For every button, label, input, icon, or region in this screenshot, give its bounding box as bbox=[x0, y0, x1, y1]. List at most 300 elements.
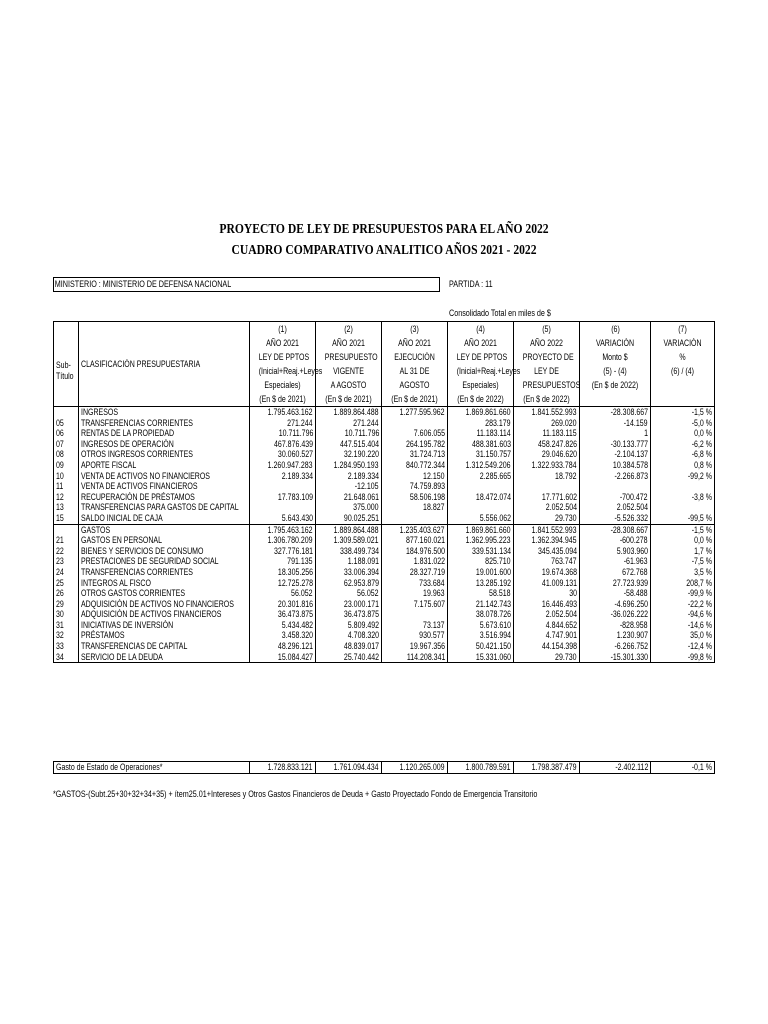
cell-variacion-pct: 208,7 % bbox=[651, 578, 715, 589]
row-label: GASTOS bbox=[79, 524, 250, 535]
cell-variacion-pct: -99,5 % bbox=[651, 513, 715, 524]
cell-ley-2021 bbox=[250, 502, 316, 513]
cell-ley-2021: 18.305.256 bbox=[250, 567, 316, 578]
cell-proyecto-2022: 269.020 bbox=[514, 418, 580, 429]
cell-ley-2021-en-2022: 488.381.603 bbox=[448, 439, 514, 450]
cell-variacion-pct: -1,5 % bbox=[651, 407, 715, 418]
cell-ley-2021-en-2022: 15.331.060 bbox=[448, 652, 514, 663]
cell-proyecto-2022: 44.154.398 bbox=[514, 641, 580, 652]
column-number: (2) bbox=[344, 324, 353, 334]
cell-proyecto-2022: 2.052.504 bbox=[514, 502, 580, 513]
row-code: 30 bbox=[54, 609, 79, 620]
row-code: 12 bbox=[54, 492, 79, 503]
cell-variacion-monto: -600.278 bbox=[580, 535, 651, 546]
row-code: 32 bbox=[54, 630, 79, 641]
cell-ley-2021-en-2022: 5.556.062 bbox=[448, 513, 514, 524]
table-row bbox=[54, 471, 715, 482]
cell-variacion-pct: -3,8 % bbox=[651, 492, 715, 503]
cell-ley-2021-en-2022: 1.869.861.660 bbox=[448, 524, 514, 535]
column-header-line: PRESUPUESTO bbox=[324, 352, 378, 362]
cell-variacion-pct: 0,8 % bbox=[651, 460, 715, 471]
table-row bbox=[54, 609, 715, 620]
row-label: INGRESOS DE OPERACIÓN bbox=[79, 439, 250, 450]
cell-ejecucion-2021 bbox=[382, 418, 448, 429]
cell-ley-2021 bbox=[250, 481, 316, 492]
cell-ley-2021-en-2022: 5.673.610 bbox=[448, 620, 514, 631]
cell-ejecucion-2021 bbox=[382, 609, 448, 620]
column-header-2 bbox=[316, 322, 382, 407]
row-code: 31 bbox=[54, 620, 79, 631]
cell-ejecucion-2021: 28.327.719 bbox=[382, 567, 448, 578]
table-row bbox=[54, 513, 715, 524]
row-code: 08 bbox=[54, 449, 79, 460]
row-label: TRANSFERENCIAS CORRIENTES bbox=[79, 418, 250, 429]
row-label: TRANSFERENCIAS PARA GASTOS DE CAPITAL bbox=[79, 502, 250, 513]
row-label: SERVICIO DE LA DEUDA bbox=[79, 652, 250, 663]
cell-variacion-monto: 5.903.960 bbox=[580, 546, 651, 557]
table-row bbox=[54, 492, 715, 503]
cell-ley-2021: 20.301.816 bbox=[250, 599, 316, 610]
row-label: RECUPERACIÓN DE PRÉSTAMOS bbox=[79, 492, 250, 503]
cell-proyecto-2022: 30 bbox=[514, 588, 580, 599]
row-label: OTROS INGRESOS CORRIENTES bbox=[79, 449, 250, 460]
column-header-6 bbox=[580, 322, 651, 407]
cell-variacion-pct: -99,2 % bbox=[651, 471, 715, 482]
cell-variacion-pct: -6,8 % bbox=[651, 449, 715, 460]
cell-vigente-2021: 32.190.220 bbox=[316, 449, 382, 460]
cell-vigente-2021: 10.711.796 bbox=[316, 428, 382, 439]
row-label: INTEGROS AL FISCO bbox=[79, 578, 250, 589]
column-number: (1) bbox=[278, 324, 287, 334]
cell-variacion-monto: -6.266.752 bbox=[580, 641, 651, 652]
gasto-estado-c1: 1.728.833.121 bbox=[250, 762, 316, 774]
cell-ejecucion-2021: 1.277.595.962 bbox=[382, 407, 448, 418]
consolidado-note: Consolidado Total en miles de $ bbox=[449, 308, 551, 318]
cell-variacion-monto: -58.488 bbox=[580, 588, 651, 599]
row-label: VENTA DE ACTIVOS FINANCIEROS bbox=[79, 481, 250, 492]
table-row bbox=[54, 588, 715, 599]
cell-variacion-pct: 35,0 % bbox=[651, 630, 715, 641]
cell-ejecucion-2021: 58.506.198 bbox=[382, 492, 448, 503]
cell-ley-2021-en-2022: 1.312.549.206 bbox=[448, 460, 514, 471]
cell-variacion-monto: 672.768 bbox=[580, 567, 651, 578]
clasificacion-header bbox=[79, 322, 250, 407]
row-label: OTROS GASTOS CORRIENTES bbox=[79, 588, 250, 599]
column-header-line: (5) - (4) bbox=[603, 366, 627, 376]
row-code bbox=[54, 524, 79, 535]
cell-ejecucion-2021: 733.684 bbox=[382, 578, 448, 589]
table-row bbox=[54, 481, 715, 492]
subtitulo-header bbox=[54, 322, 79, 407]
cell-vigente-2021: 62.953.879 bbox=[316, 578, 382, 589]
cell-ley-2021: 1.795.463.162 bbox=[250, 407, 316, 418]
ingresos-section bbox=[54, 407, 715, 525]
subtitulo-line2: Título bbox=[56, 371, 74, 381]
column-header-line: (6) / (4) bbox=[670, 366, 695, 376]
table-row bbox=[54, 460, 715, 471]
table-row bbox=[54, 556, 715, 567]
cell-variacion-monto: -828.958 bbox=[580, 620, 651, 631]
cell-vigente-2021: 33.006.394 bbox=[316, 567, 382, 578]
column-header-3 bbox=[382, 322, 448, 407]
cell-ley-2021: 327.776.181 bbox=[250, 546, 316, 557]
column-header-line: AÑO 2021 bbox=[464, 338, 497, 348]
row-label: SALDO INICIAL DE CAJA bbox=[79, 513, 250, 524]
cell-proyecto-2022: 458.247.826 bbox=[514, 439, 580, 450]
cell-variacion-pct bbox=[651, 502, 715, 513]
cell-proyecto-2022: 18.792 bbox=[514, 471, 580, 482]
cell-ejecucion-2021: 877.160.021 bbox=[382, 535, 448, 546]
row-label: BIENES Y SERVICIOS DE CONSUMO bbox=[79, 546, 250, 557]
row-code: 22 bbox=[54, 546, 79, 557]
row-code: 06 bbox=[54, 428, 79, 439]
cell-vigente-2021: 1.889.864.488 bbox=[316, 407, 382, 418]
column-header-line: LEY DE PPTOS bbox=[456, 352, 508, 362]
cell-variacion-monto: -36.026.222 bbox=[580, 609, 651, 620]
cell-ley-2021-en-2022: 11.183.114 bbox=[448, 428, 514, 439]
cell-variacion-pct: -6,2 % bbox=[651, 439, 715, 450]
cell-vigente-2021: 48.839.017 bbox=[316, 641, 382, 652]
cell-ley-2021: 5.434.482 bbox=[250, 620, 316, 631]
column-header-line: Monto $ bbox=[602, 352, 628, 362]
gasto-estado-c7: -0,1 % bbox=[651, 762, 715, 774]
table-row bbox=[54, 578, 715, 589]
row-label: INGRESOS bbox=[79, 407, 250, 418]
cell-vigente-2021: 23.000.171 bbox=[316, 599, 382, 610]
cell-variacion-pct: -12,4 % bbox=[651, 641, 715, 652]
cell-vigente-2021: 1.284.950.193 bbox=[316, 460, 382, 471]
cell-variacion-pct: -7,5 % bbox=[651, 556, 715, 567]
cell-ejecucion-2021: 74.759.893 bbox=[382, 481, 448, 492]
cell-ley-2021: 15.084.427 bbox=[250, 652, 316, 663]
cell-vigente-2021: 25.740.442 bbox=[316, 652, 382, 663]
cell-variacion-pct: -99,8 % bbox=[651, 652, 715, 663]
cell-ejecucion-2021: 73.137 bbox=[382, 620, 448, 631]
column-number: (6) bbox=[610, 324, 620, 334]
cell-variacion-pct: -22,2 % bbox=[651, 599, 715, 610]
cell-proyecto-2022: 11.183.115 bbox=[514, 428, 580, 439]
row-label: VENTA DE ACTIVOS NO FINANCIEROS bbox=[79, 471, 250, 482]
column-number: (7) bbox=[678, 324, 687, 334]
row-code: 29 bbox=[54, 599, 79, 610]
cell-ley-2021-en-2022: 283.179 bbox=[448, 418, 514, 429]
cell-ley-2021: 271.244 bbox=[250, 418, 316, 429]
cell-variacion-monto: -30.133.777 bbox=[580, 439, 651, 450]
row-label: APORTE FISCAL bbox=[79, 460, 250, 471]
column-header-line: AÑO 2021 bbox=[332, 338, 365, 348]
cell-ejecucion-2021: 18.827 bbox=[382, 502, 448, 513]
row-code: 11 bbox=[54, 481, 79, 492]
cell-ejecucion-2021: 1.235.403.627 bbox=[382, 524, 448, 535]
cell-proyecto-2022: 29.046.620 bbox=[514, 449, 580, 460]
cell-vigente-2021: 1.188.091 bbox=[316, 556, 382, 567]
column-header-line: (En $ de 2021) bbox=[325, 394, 372, 404]
table-row bbox=[54, 567, 715, 578]
cell-variacion-monto: -28.308.667 bbox=[580, 407, 651, 418]
column-header-line: % bbox=[679, 352, 686, 362]
cell-variacion-monto: 1.230.907 bbox=[580, 630, 651, 641]
cell-ejecucion-2021: 264.195.782 bbox=[382, 439, 448, 450]
cell-ejecucion-2021 bbox=[382, 513, 448, 524]
row-label: ADQUISICIÓN DE ACTIVOS FINANCIEROS bbox=[79, 609, 250, 620]
row-label: TRANSFERENCIAS DE CAPITAL bbox=[79, 641, 250, 652]
cell-proyecto-2022: 17.771.602 bbox=[514, 492, 580, 503]
cell-ley-2021: 48.296.121 bbox=[250, 641, 316, 652]
cell-ley-2021: 3.458.320 bbox=[250, 630, 316, 641]
gastos-section bbox=[54, 524, 715, 663]
row-code: 26 bbox=[54, 588, 79, 599]
cell-ley-2021: 467.876.439 bbox=[250, 439, 316, 450]
column-header-line: PRESUPUESTOS bbox=[522, 380, 581, 390]
cell-ejecucion-2021: 31.724.713 bbox=[382, 449, 448, 460]
partida-label: PARTIDA : 11 bbox=[449, 279, 493, 289]
cell-proyecto-2022: 2.052.504 bbox=[514, 609, 580, 620]
column-header-line: LEY DE bbox=[534, 366, 559, 376]
cell-variacion-monto: 1 bbox=[580, 428, 651, 439]
cell-ejecucion-2021: 184.976.500 bbox=[382, 546, 448, 557]
row-code: 15 bbox=[54, 513, 79, 524]
column-number: (3) bbox=[410, 324, 419, 334]
table-row bbox=[54, 439, 715, 450]
cell-ley-2021: 17.783.109 bbox=[250, 492, 316, 503]
cell-ley-2021: 30.060.527 bbox=[250, 449, 316, 460]
cell-variacion-monto: -5.526.332 bbox=[580, 513, 651, 524]
cell-ejecucion-2021: 12.150 bbox=[382, 471, 448, 482]
row-code bbox=[54, 407, 79, 418]
cell-ley-2021-en-2022: 19.001.600 bbox=[448, 567, 514, 578]
subtitulo-line1: Sub- bbox=[56, 360, 71, 371]
document-subtitle: CUADRO COMPARATIVO ANALITICO AÑOS 2021 - 2022 bbox=[231, 242, 537, 257]
column-header-line: (En $ de 2022) bbox=[523, 394, 570, 404]
cell-vigente-2021: 2.189.334 bbox=[316, 471, 382, 482]
row-label: INICIATIVAS DE INVERSIÓN bbox=[79, 620, 250, 631]
cell-ley-2021: 1.260.947.283 bbox=[250, 460, 316, 471]
cell-proyecto-2022: 1.841.552.993 bbox=[514, 407, 580, 418]
cell-variacion-pct: 3,5 % bbox=[651, 567, 715, 578]
cell-variacion-pct: -5,0 % bbox=[651, 418, 715, 429]
cell-proyecto-2022: 29.730 bbox=[514, 513, 580, 524]
row-code: 09 bbox=[54, 460, 79, 471]
cell-ley-2021-en-2022: 1.362.995.223 bbox=[448, 535, 514, 546]
column-header-line: VARIACIÓN bbox=[595, 338, 635, 348]
row-code: 21 bbox=[54, 535, 79, 546]
ministerio-box bbox=[53, 277, 440, 292]
column-header-line: Especiales) bbox=[264, 380, 301, 390]
cell-proyecto-2022: 4.747.901 bbox=[514, 630, 580, 641]
gasto-estado-table bbox=[53, 761, 715, 774]
column-header-1 bbox=[250, 322, 323, 407]
clasificacion-label: CLASIFICACIÓN PRESUPUESTARIA bbox=[81, 358, 201, 369]
cell-variacion-monto: -700.472 bbox=[580, 492, 651, 503]
cell-ley-2021-en-2022: 38.078.726 bbox=[448, 609, 514, 620]
table-row bbox=[54, 620, 715, 631]
column-header-4 bbox=[448, 322, 521, 407]
row-code: 10 bbox=[54, 471, 79, 482]
cell-ley-2021: 791.135 bbox=[250, 556, 316, 567]
cell-ley-2021-en-2022 bbox=[448, 502, 514, 513]
cell-proyecto-2022: 763.747 bbox=[514, 556, 580, 567]
cell-vigente-2021: 1.889.864.488 bbox=[316, 524, 382, 535]
column-header-line: PROYECTO DE bbox=[522, 352, 574, 362]
row-code: 33 bbox=[54, 641, 79, 652]
table-row bbox=[54, 428, 715, 439]
cell-variacion-pct: 0,0 % bbox=[651, 535, 715, 546]
cell-variacion-pct: 1,7 % bbox=[651, 546, 715, 557]
cell-vigente-2021: 21.648.061 bbox=[316, 492, 382, 503]
cell-ley-2021-en-2022: 50.421.150 bbox=[448, 641, 514, 652]
cell-ley-2021-en-2022: 31.150.757 bbox=[448, 449, 514, 460]
cell-proyecto-2022 bbox=[514, 481, 580, 492]
table-row bbox=[54, 502, 715, 513]
cell-variacion-monto: 2.052.504 bbox=[580, 502, 651, 513]
gasto-estado-row bbox=[54, 762, 715, 774]
cell-ejecucion-2021: 19.963 bbox=[382, 588, 448, 599]
column-header-line: (En $ de 2021) bbox=[391, 394, 438, 404]
ingresos-total-row bbox=[54, 407, 715, 418]
cell-variacion-monto: -2.104.137 bbox=[580, 449, 651, 460]
row-code: 23 bbox=[54, 556, 79, 567]
cell-variacion-monto: -2.266.873 bbox=[580, 471, 651, 482]
row-code: 13 bbox=[54, 502, 79, 513]
row-code: 24 bbox=[54, 567, 79, 578]
row-label: PRÉSTAMOS bbox=[79, 630, 250, 641]
cell-ley-2021: 1.306.780.209 bbox=[250, 535, 316, 546]
ministerio-label: MINISTERIO : MINISTERIO DE DEFENSA NACIONAL bbox=[54, 279, 232, 289]
cell-variacion-monto: 27.723.939 bbox=[580, 578, 651, 589]
column-header-line: AGOSTO bbox=[399, 380, 430, 390]
cell-ley-2021-en-2022: 21.142.743 bbox=[448, 599, 514, 610]
cell-ley-2021: 2.189.334 bbox=[250, 471, 316, 482]
cell-variacion-pct: -99,9 % bbox=[651, 588, 715, 599]
cell-variacion-monto: -28.308.667 bbox=[580, 524, 651, 535]
cell-ejecucion-2021: 7.606.055 bbox=[382, 428, 448, 439]
cell-vigente-2021: 1.309.589.021 bbox=[316, 535, 382, 546]
cell-vigente-2021: 271.244 bbox=[316, 418, 382, 429]
cell-ley-2021: 56.052 bbox=[250, 588, 316, 599]
cell-vigente-2021: 447.515.404 bbox=[316, 439, 382, 450]
table-row bbox=[54, 449, 715, 460]
cell-variacion-monto bbox=[580, 481, 651, 492]
column-number: (5) bbox=[542, 324, 551, 334]
row-label: TRANSFERENCIAS CORRIENTES bbox=[79, 567, 250, 578]
row-label: PRESTACIONES DE SEGURIDAD SOCIAL bbox=[79, 556, 250, 567]
budget-table bbox=[53, 321, 715, 663]
cell-ley-2021-en-2022: 2.285.665 bbox=[448, 471, 514, 482]
cell-ley-2021-en-2022: 3.516.994 bbox=[448, 630, 514, 641]
cell-ejecucion-2021: 1.831.022 bbox=[382, 556, 448, 567]
column-header-line: (Inicial+Reaj.+Leyes bbox=[456, 366, 521, 376]
cell-ley-2021: 5.643.430 bbox=[250, 513, 316, 524]
column-header-line: (En $ de 2022) bbox=[591, 380, 639, 390]
gastos-total-row bbox=[54, 524, 715, 535]
cell-vigente-2021: 5.809.492 bbox=[316, 620, 382, 631]
cell-ejecucion-2021: 930.577 bbox=[382, 630, 448, 641]
footnote: *GASTOS-(Subt.25+30+32+34+35) + ítem25.01+Intereses y Otros Gastos Financieros de Deuda + Gasto Proyectado Fondo de Emergencia Transitorio bbox=[53, 789, 538, 799]
cell-proyecto-2022: 4.844.652 bbox=[514, 620, 580, 631]
cell-proyecto-2022: 19.674.368 bbox=[514, 567, 580, 578]
cell-ley-2021-en-2022: 58.518 bbox=[448, 588, 514, 599]
table-row bbox=[54, 599, 715, 610]
cell-ley-2021-en-2022: 18.472.074 bbox=[448, 492, 514, 503]
column-header-line: AÑO 2022 bbox=[530, 338, 563, 348]
header-row bbox=[54, 322, 715, 407]
table-row bbox=[54, 418, 715, 429]
cell-vigente-2021: 338.499.734 bbox=[316, 546, 382, 557]
cell-variacion-pct bbox=[651, 481, 715, 492]
cell-vigente-2021: 4.708.320 bbox=[316, 630, 382, 641]
cell-variacion-pct: 0,0 % bbox=[651, 428, 715, 439]
cell-vigente-2021: 90.025.251 bbox=[316, 513, 382, 524]
column-header-line: AÑO 2021 bbox=[398, 338, 431, 348]
column-number: (4) bbox=[476, 324, 485, 334]
row-code: 34 bbox=[54, 652, 79, 663]
row-code: 05 bbox=[54, 418, 79, 429]
gasto-estado-c4: 1.800.789.591 bbox=[448, 762, 514, 774]
cell-vigente-2021: -12.105 bbox=[316, 481, 382, 492]
column-header-line: Especiales) bbox=[462, 380, 499, 390]
cell-ley-2021-en-2022: 825.710 bbox=[448, 556, 514, 567]
table-row bbox=[54, 535, 715, 546]
gasto-estado-c5: 1.798.387.479 bbox=[514, 762, 580, 774]
cell-ley-2021: 1.795.463.162 bbox=[250, 524, 316, 535]
cell-ejecucion-2021: 7.175.607 bbox=[382, 599, 448, 610]
document-title: PROYECTO DE LEY DE PRESUPUESTOS PARA EL AÑO 2022 bbox=[219, 221, 549, 236]
column-header-line: (En $ de 2022) bbox=[457, 394, 504, 404]
cell-proyecto-2022: 1.322.933.784 bbox=[514, 460, 580, 471]
column-header-line: VIGENTE bbox=[333, 366, 364, 376]
row-label: RENTAS DE LA PROPIEDAD bbox=[79, 428, 250, 439]
column-header-line: LEY DE PPTOS bbox=[258, 352, 310, 362]
cell-ejecucion-2021: 19.967.356 bbox=[382, 641, 448, 652]
cell-proyecto-2022: 1.362.394.945 bbox=[514, 535, 580, 546]
cell-ley-2021: 10.711.796 bbox=[250, 428, 316, 439]
cell-variacion-monto: -61.963 bbox=[580, 556, 651, 567]
gasto-estado-c2: 1.761.094.434 bbox=[316, 762, 382, 774]
cell-variacion-pct: -94,6 % bbox=[651, 609, 715, 620]
column-header-7 bbox=[651, 322, 715, 407]
column-header-line: VARIACIÓN bbox=[663, 338, 702, 348]
column-header-5 bbox=[514, 322, 580, 407]
row-label: GASTOS EN PERSONAL bbox=[79, 535, 250, 546]
cell-vigente-2021: 56.052 bbox=[316, 588, 382, 599]
cell-ejecucion-2021: 840.772.344 bbox=[382, 460, 448, 471]
cell-vigente-2021: 36.473.875 bbox=[316, 609, 382, 620]
cell-ley-2021-en-2022 bbox=[448, 481, 514, 492]
row-label: ADQUISICIÓN DE ACTIVOS NO FINANCIEROS bbox=[79, 599, 250, 610]
row-code: 25 bbox=[54, 578, 79, 589]
cell-variacion-monto: -14.159 bbox=[580, 418, 651, 429]
cell-variacion-monto: -4.696.250 bbox=[580, 599, 651, 610]
gasto-estado-c3: 1.120.265.009 bbox=[382, 762, 448, 774]
column-header-line: (En $ de 2021) bbox=[259, 394, 306, 404]
cell-ley-2021: 12.725.278 bbox=[250, 578, 316, 589]
cell-ley-2021-en-2022: 339.531.134 bbox=[448, 546, 514, 557]
column-header-line: A AGOSTO bbox=[330, 380, 367, 390]
cell-proyecto-2022: 29.730 bbox=[514, 652, 580, 663]
cell-vigente-2021: 375.000 bbox=[316, 502, 382, 513]
table-row bbox=[54, 630, 715, 641]
cell-ley-2021-en-2022: 13.285.192 bbox=[448, 578, 514, 589]
row-code: 07 bbox=[54, 439, 79, 450]
cell-variacion-monto: -15.301.330 bbox=[580, 652, 651, 663]
column-header-line: EJECUCIÓN bbox=[394, 352, 435, 362]
table-row bbox=[54, 652, 715, 663]
gasto-estado-c6: -2.402.112 bbox=[580, 762, 651, 774]
cell-variacion-pct: -14,6 % bbox=[651, 620, 715, 631]
cell-proyecto-2022: 1.841.552.993 bbox=[514, 524, 580, 535]
column-header-line: AÑO 2021 bbox=[266, 338, 299, 348]
gasto-estado-label: Gasto de Estado de Operaciones* bbox=[56, 762, 163, 772]
